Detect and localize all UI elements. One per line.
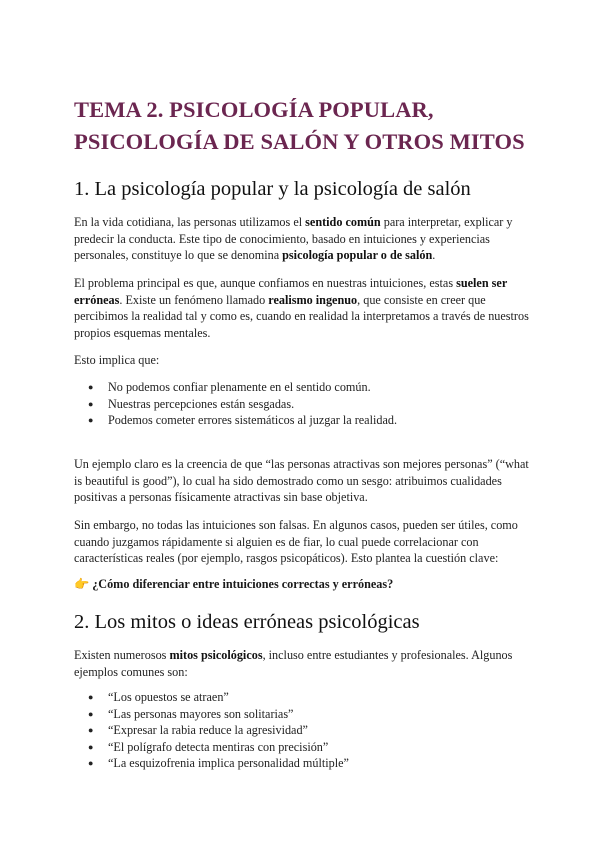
list-item: ● Podemos cometer errores sistemáticos al juzgar la realidad. — [74, 412, 397, 429]
section-2-bullet-list — [74, 689, 349, 772]
list-item: ● “El polígrafo detecta mentiras con precisión” — [74, 739, 349, 756]
list-item: ● “Las personas mayores son solitarias” — [74, 706, 349, 723]
title-line-1: TEMA 2. PSICOLOGÍA POPULAR, — [74, 97, 434, 122]
section-1-paragraph-2: El problema principal es que, aunque confiamos en nuestras intuiciones, estas suelen ser erróneas. Existe un fenómeno llamado realismo ingenuo, que consiste en creer que percibimos la realidad tal y como es, cuando en realidad la interpretamos a través de nuestros propios esquemas mentales. — [74, 276, 529, 340]
list-item: ● Nuestras percepciones están sesgadas. — [74, 396, 397, 413]
list-item: ● “La esquizofrenia implica personalidad múltiple” — [74, 755, 349, 772]
section-1-paragraph-4: Un ejemplo claro es la creencia de que “las personas atractivas son mejores personas” (“what is beautiful is good”), lo cual ha sido demostrado como un sesgo: atribuimos cualidades positivas a personas físicamente atractivas sin base objetiva. — [74, 457, 529, 505]
title-line-2: PSICOLOGÍA DE SALÓN Y OTROS MITOS — [74, 129, 525, 154]
list-item: ● No podemos confiar plenamente en el sentido común. — [74, 379, 397, 396]
list-item: ● “Expresar la rabia reduce la agresividad” — [74, 722, 349, 739]
section-1-paragraph-3: Esto implica que: — [74, 353, 160, 367]
document-title — [74, 94, 544, 158]
key-question — [74, 576, 393, 592]
section-1-paragraph-5: Sin embargo, no todas las intuiciones son falsas. En algunos casos, pueden ser útiles, como cuando juzgamos rápidamente si alguien es de fiar, lo cual puede correlacionar con características reales (por ejemplo, rasgos psicopáticos). Esto plantea la cuestión clave: — [74, 518, 518, 566]
section-2-heading: 2. Los mitos o ideas erróneas psicológicas — [74, 611, 420, 633]
section-1-heading: 1. La psicología popular y la psicología de salón — [74, 178, 471, 200]
section-1-paragraph-1: En la vida cotidiana, las personas utilizamos el sentido común para interpretar, explicar y predecir la conducta. Este tipo de conocimiento, basado en intuiciones y experiencias personales, constituye lo que se denomina psicología popular o de salón. — [74, 215, 513, 263]
key-question-text: ¿Cómo diferenciar entre intuiciones correctas y erróneas? — [92, 577, 394, 591]
pointing-hand-icon: 👉 — [74, 577, 90, 591]
section-1-bullet-list — [74, 379, 397, 429]
section-2-paragraph-1: Existen numerosos mitos psicológicos, incluso entre estudiantes y profesionales. Algunos ejemplos comunes son: — [74, 648, 513, 679]
list-item: ● “Los opuestos se atraen” — [74, 689, 349, 706]
